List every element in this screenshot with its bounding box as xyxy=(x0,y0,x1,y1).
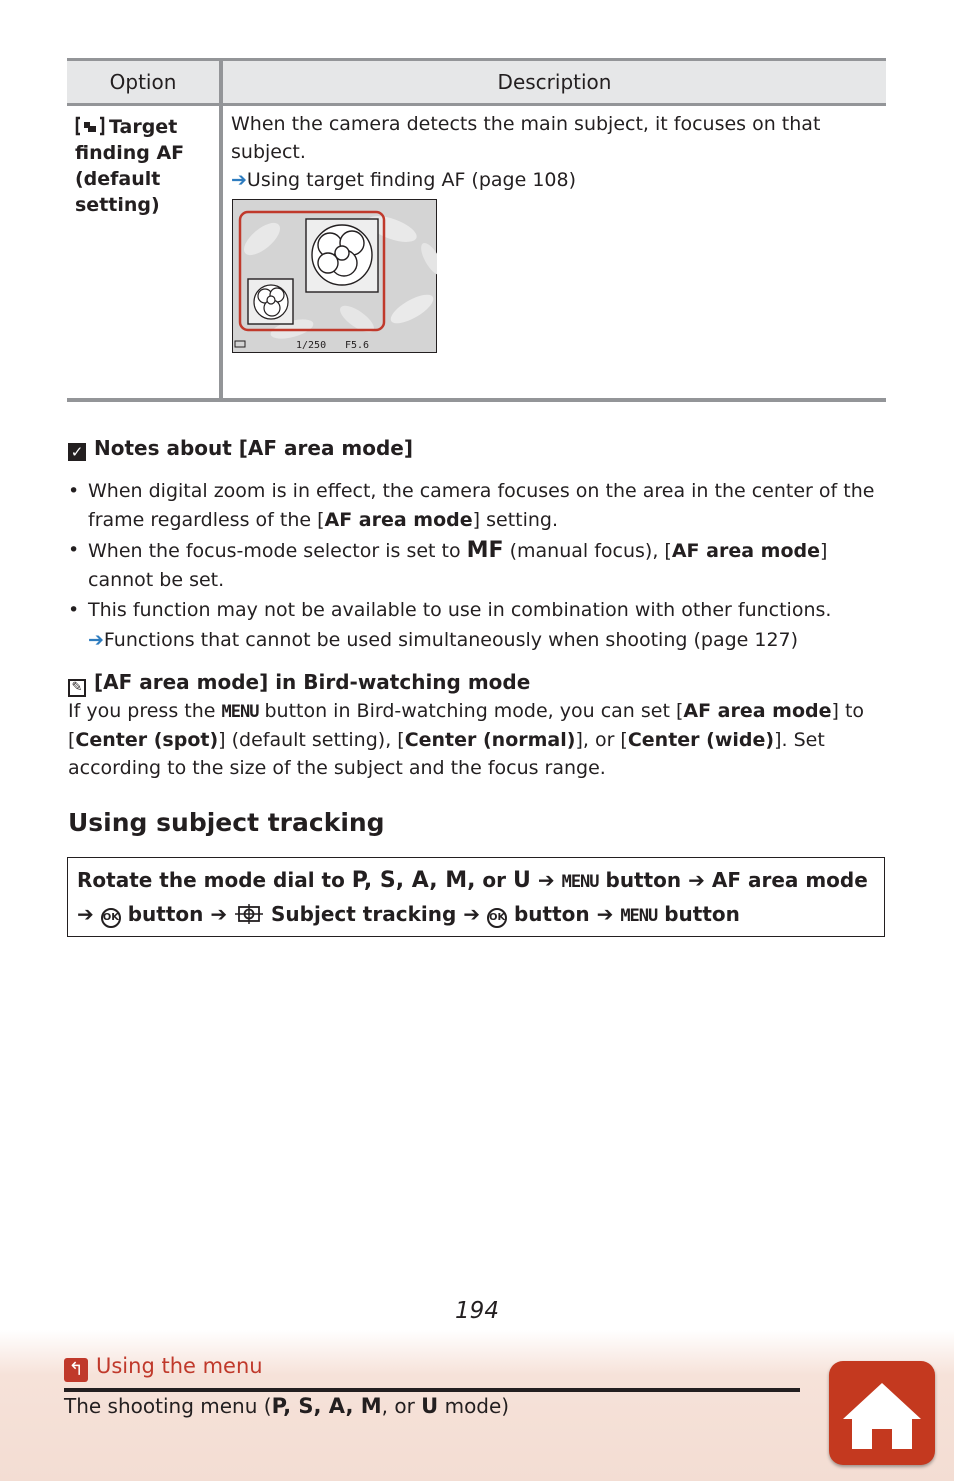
bird-text: ]. Set according to the size of the subject and the focus range. xyxy=(68,729,825,779)
option-table xyxy=(67,58,886,402)
bird-paragraph xyxy=(68,697,888,782)
note1-post: ] setting. xyxy=(472,509,559,531)
bird-text: If you press the xyxy=(68,700,222,722)
procedure-text: button xyxy=(513,902,590,926)
procedure-text: Rotate the mode dial to xyxy=(77,868,352,892)
preview-shutter-speed: 1/250 xyxy=(296,340,327,351)
menu-button-icon: MENU xyxy=(620,906,658,926)
procedure-text: or xyxy=(475,868,513,892)
table-bottom-rule xyxy=(67,398,886,402)
procedure-text: button xyxy=(664,902,740,926)
mode-icons: P, S, A, M, xyxy=(351,868,476,893)
ok-button-icon: OK xyxy=(487,908,507,928)
mode-icons: P, S, A, M xyxy=(271,1394,382,1418)
note2-mid: (manual focus), [ xyxy=(503,540,672,562)
home-button[interactable] xyxy=(829,1361,935,1465)
table-column-divider xyxy=(219,58,223,402)
procedure-line-1 xyxy=(77,864,875,898)
list-item: • This function may not be available to use in combination with other functions. ➔Functions that cannot be used simultaneously when shooting (page 127) xyxy=(68,596,888,655)
list-item: • When digital zoom is in effect, the camera focuses on the area in the center of the frame regardless of the [AF area mode] setting. xyxy=(68,480,875,531)
note2-post: ] cannot be set. xyxy=(88,540,828,591)
arrow-right-icon: ➔ xyxy=(537,868,555,892)
bird-text: ] (default setting), [ xyxy=(218,729,405,751)
ok-button-icon: OK xyxy=(101,908,121,928)
bird-text: ], or [ xyxy=(575,729,628,751)
description-cell xyxy=(231,110,880,194)
back-arrow-icon: ↰ xyxy=(64,1358,88,1382)
note2-bold: AF area mode xyxy=(671,540,820,562)
footer-text: mode) xyxy=(438,1394,510,1418)
pencil-icon: ✎ xyxy=(68,679,86,697)
check-mark-icon: ✓ xyxy=(68,443,86,461)
table-header-rule xyxy=(67,103,886,106)
using-the-menu-link[interactable] xyxy=(64,1354,263,1382)
bird-title: [AF area mode] in Bird-watching mode xyxy=(94,670,531,694)
bird-bold: Center (normal) xyxy=(404,729,576,751)
footer-text: The shooting menu ( xyxy=(64,1394,272,1418)
bird-bold: AF area mode xyxy=(683,700,832,722)
target-finding-link[interactable] xyxy=(231,166,880,194)
notes-heading xyxy=(68,435,413,461)
note2-text: When the focus-mode selector is set to xyxy=(88,540,467,562)
description-text: When the camera detects the main subject, it focuses on that subject. xyxy=(231,113,821,163)
target-finding-af-icon xyxy=(75,116,105,136)
arrow-right-icon: ➔ xyxy=(210,902,228,926)
procedure-box xyxy=(67,857,885,937)
mf-icon: MF xyxy=(466,538,504,563)
functions-link[interactable] xyxy=(88,625,888,655)
arrow-right-icon: ➔ xyxy=(596,902,614,926)
subject-tracking-icon xyxy=(234,904,264,924)
mode-u-icon: U xyxy=(513,868,531,893)
arrow-right-circle-icon: ➔ xyxy=(231,169,247,191)
footer-subtitle xyxy=(64,1392,509,1420)
procedure-text: button xyxy=(605,868,682,892)
footer-text: , or xyxy=(381,1394,422,1418)
procedure-text: Subject tracking xyxy=(271,902,457,926)
bird-bold: Center (wide) xyxy=(627,729,775,751)
arrow-right-icon: ➔ xyxy=(463,902,481,926)
notes-title: Notes about [AF area mode] xyxy=(94,436,414,460)
note1-bold: AF area mode xyxy=(324,509,473,531)
arrow-right-icon: ➔ xyxy=(77,902,94,926)
menu-button-icon: MENU xyxy=(221,702,259,722)
page-number: 194 xyxy=(455,1298,499,1324)
note1-text: When digital zoom is in effect, the camera focuses on the area in the center of the frame regardless of the [ xyxy=(88,480,875,531)
home-icon xyxy=(829,1361,935,1465)
camera-preview-illustration xyxy=(232,199,437,353)
header-option: Option xyxy=(109,70,177,94)
bird-heading xyxy=(68,669,530,697)
functions-link-text[interactable]: Functions that cannot be used simultaneously when shooting (page 127) xyxy=(103,629,799,651)
preview-aperture: F5.6 xyxy=(345,340,370,351)
note3-text: This function may not be available to use in combination with other functions. xyxy=(88,599,832,621)
procedure-text: AF area mode xyxy=(711,868,868,892)
option-cell xyxy=(75,114,215,218)
procedure-line-2 xyxy=(77,898,875,932)
bird-text: button in Bird-watching mode, you can set [ xyxy=(258,700,684,722)
notes-list xyxy=(68,477,888,656)
list-item: • When the focus-mode selector is set to MF (manual focus), [AF area mode] cannot be set. xyxy=(68,538,828,591)
bird-text: ] to [ xyxy=(68,700,865,751)
arrow-right-icon: ➔ xyxy=(688,868,705,892)
menu-button-icon: MENU xyxy=(561,872,599,892)
option-label: Target finding AF (default setting) xyxy=(75,116,185,216)
target-finding-link-text[interactable]: Using target finding AF (page 108) xyxy=(246,169,576,191)
using-the-menu-text[interactable]: Using the menu xyxy=(96,1354,263,1378)
header-description: Description xyxy=(497,70,612,94)
arrow-right-circle-icon: ➔ xyxy=(88,629,104,651)
section-heading: Using subject tracking xyxy=(68,808,385,837)
mode-u-icon: U xyxy=(421,1394,439,1418)
procedure-text: button xyxy=(127,902,204,926)
bird-bold: Center (spot) xyxy=(75,729,219,751)
